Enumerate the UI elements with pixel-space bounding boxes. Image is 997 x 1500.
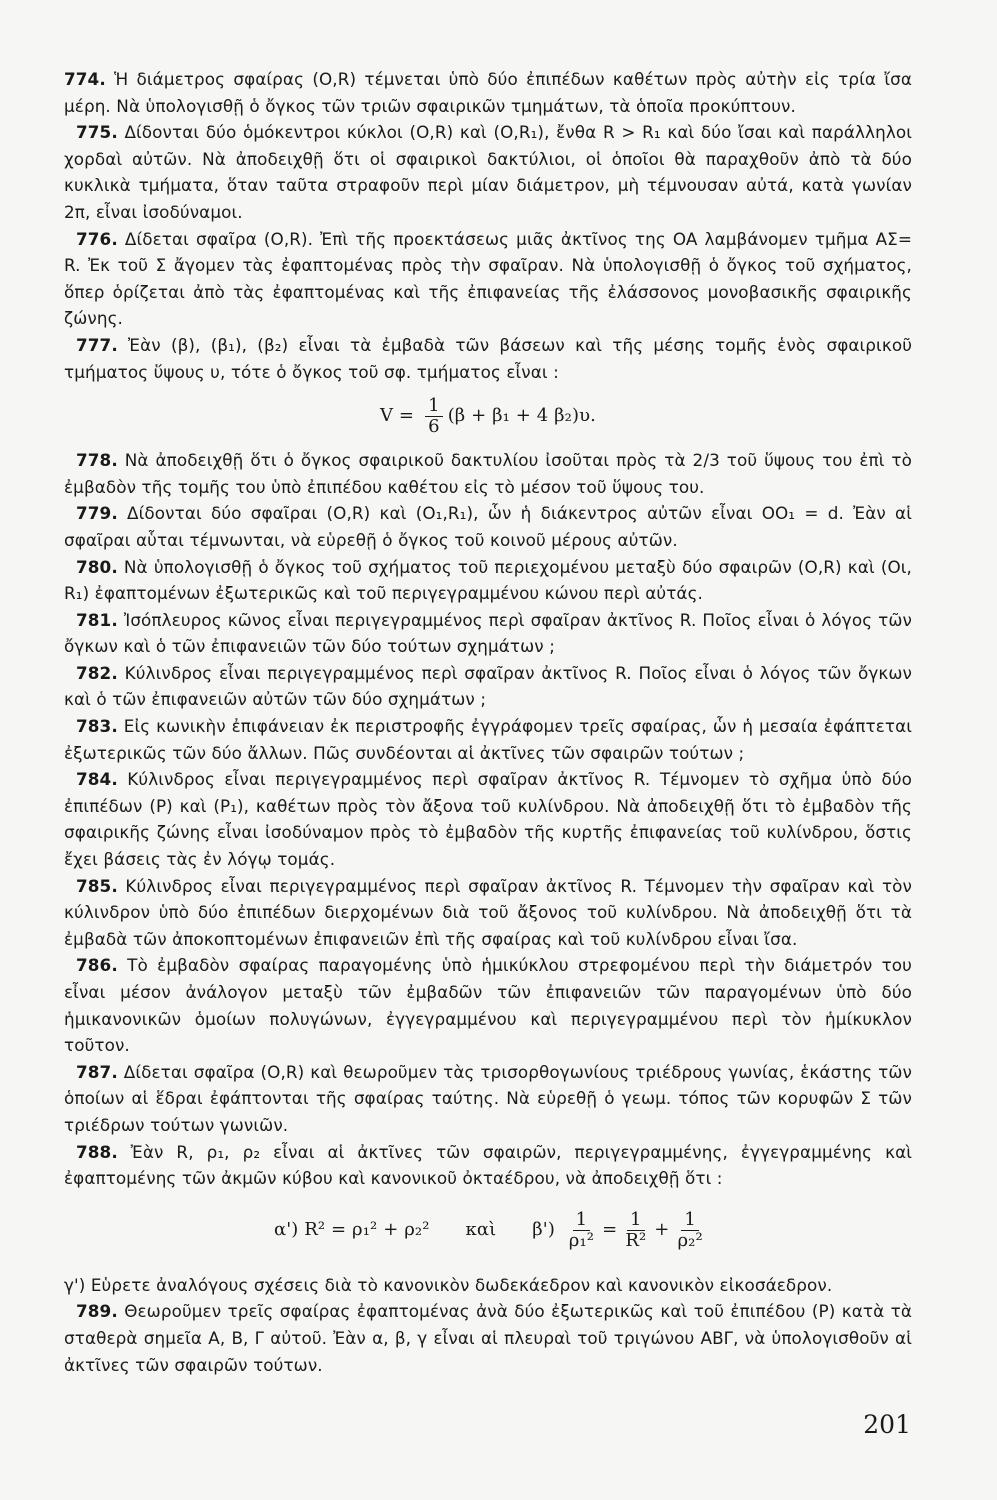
problem-778: 778. Νὰ ἀποδειχθῇ ὅτι ὁ ὄγκος σφαιρικοῦ δακτυλίου ἰσοῦται πρὸς τὰ 2/3 τοῦ ὕψους του ἐπὶ τὸ ἐμβαδὸν τῆς τομῆς του ὑπὸ ἐπιπέδου καθέτου εἰς τὸ μέσον τοῦ ὕψους του.: [64, 450, 913, 497]
problem-788: 788. Ἐὰν R, ρ₁, ρ₂ εἶναι αἱ ἀκτῖνες τῶν σφαιρῶν, περιγεγραμμένης, ἐγγεγραμμένης καὶ ἐφαπτομένης τῶν ἀκμῶν κύβου καὶ κανονικοῦ ὀκταέδρου, νὰ ἀποδειχθῇ ὅτι :: [64, 1141, 913, 1189]
problem-774: 774. Ἡ διάμετρος σφαίρας (O,R) τέμνεται ὑπὸ δύο ἐπιπέδων καθέτων πρὸς αὐτὴν εἰς τρία ἴσα μέρη. Νὰ ὑπολογισθῇ ὁ ὄγκος τῶν τριῶν σφαιρικῶν τμημάτων, τὰ ὁποῖα προκύπτουν.: [64, 69, 913, 116]
formula-788: α') R² = ρ₁² + ρ₂² καὶ β') $\frac{1}{\text{ρ₁²}}$ = $\frac{1}{\text{R²}}$ + $\frac{1}{\text{ρ₂²}}$: [64, 1196, 912, 1266]
problem-780: 780. Νὰ ὑπολογισθῇ ὁ ὄγκος τοῦ σχήματος τοῦ περιεχομένου μεταξὺ δύο σφαιρῶν (O,R) καὶ (Oι, R₁) ἐφαπτομένων ἐξωτερικῶς καὶ τοῦ περιγεγραμμένου κώνου περὶ αὐτάς.: [64, 556, 912, 604]
problem-775: 775. Δίδονται δύο ὁμόκεντροι κύκλοι (O,R) καὶ (O,R₁), ἔνθα R > R₁ καὶ δύο ἴσαι καὶ παράλληλοι χορδαὶ αὐτῶν. Νὰ ἀποδειχθῇ ὅτι οἱ σφαιρικοὶ δακτύλιοι, οἱ ὁποῖοι θὰ παραχθοῦν ἀπὸ τὰ δύο κυκλικὰ τμήματα, ὅταν ταῦτα στραφοῦν περὶ μίαν διάμετρον, μὴ τέμνουσαν αὐτά, κατὰ γωνίαν 2π, εἶναι ἰσοδύναμοι.: [64, 122, 913, 222]
problem-782: 782. Κύλινδρος εἶναι περιγεγραμμένος περὶ σφαῖραν ἀκτῖνος R. Ποῖος εἶναι ὁ λόγος τῶν ὄγκων καὶ ὁ τῶν ἐπιφανειῶν αὐτῶν τῶν δύο σχημάτων ;: [64, 662, 912, 710]
problem-786: 786. Τὸ ἐμβαδὸν σφαίρας παραγομένης ὑπὸ ἡμικύκλου στρεφομένου περὶ τὴν διάμετρόν του εἶναι μέσον ἀνάλογον μεταξὺ τῶν ἐμβαδῶν τῶν ἐπιφανειῶν τῶν παραγομένων ὑπὸ δύο ἡμικανονικῶν ὁμοίων πολυγώνων, ἐγγεγραμμένου καὶ περιγεγραμμένου περὶ τὸν ἡμίκυκλον τοῦτον.: [64, 955, 912, 1056]
fraction-1-over-rho1sq: $\frac{1}{\text{ρ₁²}}$: [568, 1209, 595, 1252]
problem-776: 776. Δίδεται σφαῖρα (O,R). Ἐπὶ τῆς προεκτάσεως μιᾶς ἀκτῖνος της OA λαμβάνομεν τμῆμα AΣ= R. Ἐκ τοῦ Σ ἄγομεν τὰς ἐφαπτομένας πρὸς τὴν σφαῖραν. Νὰ ὑπολογισθῇ ὁ ὄγκος τοῦ σχήματος, ὅπερ ὁρίζεται ἀπὸ τὰς ἐφαπτομένας καὶ τῆς ἐπιφανείας τῆς ἐλάσσονος μονοβασικῆς σφαιρικῆς ζώνης.: [64, 228, 913, 329]
fraction-1-over-Rsq: $\frac{1}{\text{R²}}$: [625, 1209, 647, 1252]
formula-777: V = $\frac{1}{6}$ (β + β₁ + 4 β₂)υ.: [380, 394, 596, 437]
problem-788-part-c: γ') Εὑρετε ἀναλόγους σχέσεις διὰ τὸ κανονικὸν δωδεκάεδρον καὶ κανονικὸν εἰκοσάεδρον.: [64, 1274, 833, 1295]
problem-781: 781. Ἰσόπλευρος κῶνος εἶναι περιγεγραμμένος περὶ σφαῖραν ἀκτῖνος R. Ποῖος εἶναι ὁ λόγος τῶν ὄγκων καὶ ὁ τῶν ἐπιφανειῶν τῶν δύο τούτων σχημάτων ;: [64, 609, 913, 657]
problem-777: 777. Ἐὰν (β), (β₁), (β₂) εἶναι τὰ ἐμβαδὰ τῶν βάσεων καὶ τῆς μέσης τομῆς ἑνὸς σφαιρικοῦ τμήματος ὕψους υ, τότε ὁ ὄγκος τοῦ σφ. τμήματος εἶναι :: [64, 334, 913, 382]
page-body: [64, 66, 912, 1378]
problem-789: 789. Θεωροῦμεν τρεῖς σφαίρας ἐφαπτομένας ἀνὰ δύο ἐξωτερικῶς καὶ τοῦ ἐπιπέδου (P) κατὰ τὰ σταθερὰ σημεῖα A, B, Γ αὐτοῦ. Ἐὰν α, β, γ εἶναι αἱ πλευραὶ τοῦ τριγώνου ΑΒΓ, νὰ ὑπολογισθοῦν αἱ ἀκτῖνες τῶν σφαιρῶν τούτων.: [64, 1301, 912, 1375]
page-number: 201: [863, 1410, 911, 1439]
problem-785: 785. Κύλινδρος εἶναι περιγεγραμμένος περὶ σφαῖραν ἀκτῖνος R. Τέμνομεν τὴν σφαῖραν καὶ τὸν κύλινδρον ὑπὸ δύο ἐπιπέδων διερχομένων διὰ τοῦ ἄξονος τοῦ κυλίνδρου. Νὰ ἀποδειχθῇ ὅτι τὰ ἐμβαδὰ τῶν ἀποκοπτομένων ἐπιφανειῶν ἐπὶ τῆς σφαίρας καὶ τοῦ κυλίνδρου εἶναι ἴσα.: [64, 875, 913, 949]
fraction-one-sixth: $\frac{1}{6}$: [425, 396, 443, 437]
problem-784: 784. Κύλινδρος εἶναι περιγεγραμμένος περὶ σφαῖραν ἀκτῖνος R. Τέμνομεν τὸ σχῆμα ὑπὸ δύο ἐπιπέδων (P) καὶ (P₁), καθέτων πρὸς τὸν ἄξονα τοῦ κυλίνδρου. Νὰ ἀποδειχθῇ ὅτι τὸ ἐμβαδὸν τῆς σφαιρικῆς ζώνης εἶναι ἰσοδύναμον πρὸς τὸ ἐμβαδὸν τῆς κυρτῆς ἐπιφανείας τοῦ κυλίνδρου, ὅστις ἔχει βάσεις τὰς ἐν λόγῳ τομάς.: [64, 769, 912, 870]
problem-779: 779. Δίδονται δύο σφαῖραι (O,R) καὶ (O₁,R₁), ὧν ἡ διάκεντρος αὐτῶν εἶναι OO₁ = d. Ἐὰν αἱ σφαῖραι αὗται τέμνωνται, νὰ εὑρεθῇ ὁ ὄγκος τοῦ κοινοῦ μέρους αὐτῶν.: [64, 503, 912, 550]
problem-787: 787. Δίδεται σφαῖρα (O,R) καὶ θεωροῦμεν τὰς τρισορθογωνίους τριέδρους γωνίας, ἑκάστης τῶν ὁποίων αἱ ἕδραι ἐφάπτονται τῆς σφαίρας ταύτης. Νὰ εὑρεθῇ ὁ γεωμ. τόπος τῶν κορυφῶν Σ τῶν τριέδρων τούτων γωνιῶν.: [64, 1061, 912, 1135]
problem-783: 783. Εἰς κωνικὴν ἐπιφάνειαν ἐκ περιστροφῆς ἐγγράφομεν τρεῖς σφαίρας, ὧν ἡ μεσαία ἐφάπτεται ἐξωτερικῶς τῶν δύο ἄλλων. Πῶς συνδέονται αἱ ἀκτῖνες τῶν σφαιρῶν τούτων ;: [64, 716, 913, 763]
fraction-1-over-rho2sq: $\frac{1}{\text{ρ₂²}}$: [677, 1209, 703, 1252]
